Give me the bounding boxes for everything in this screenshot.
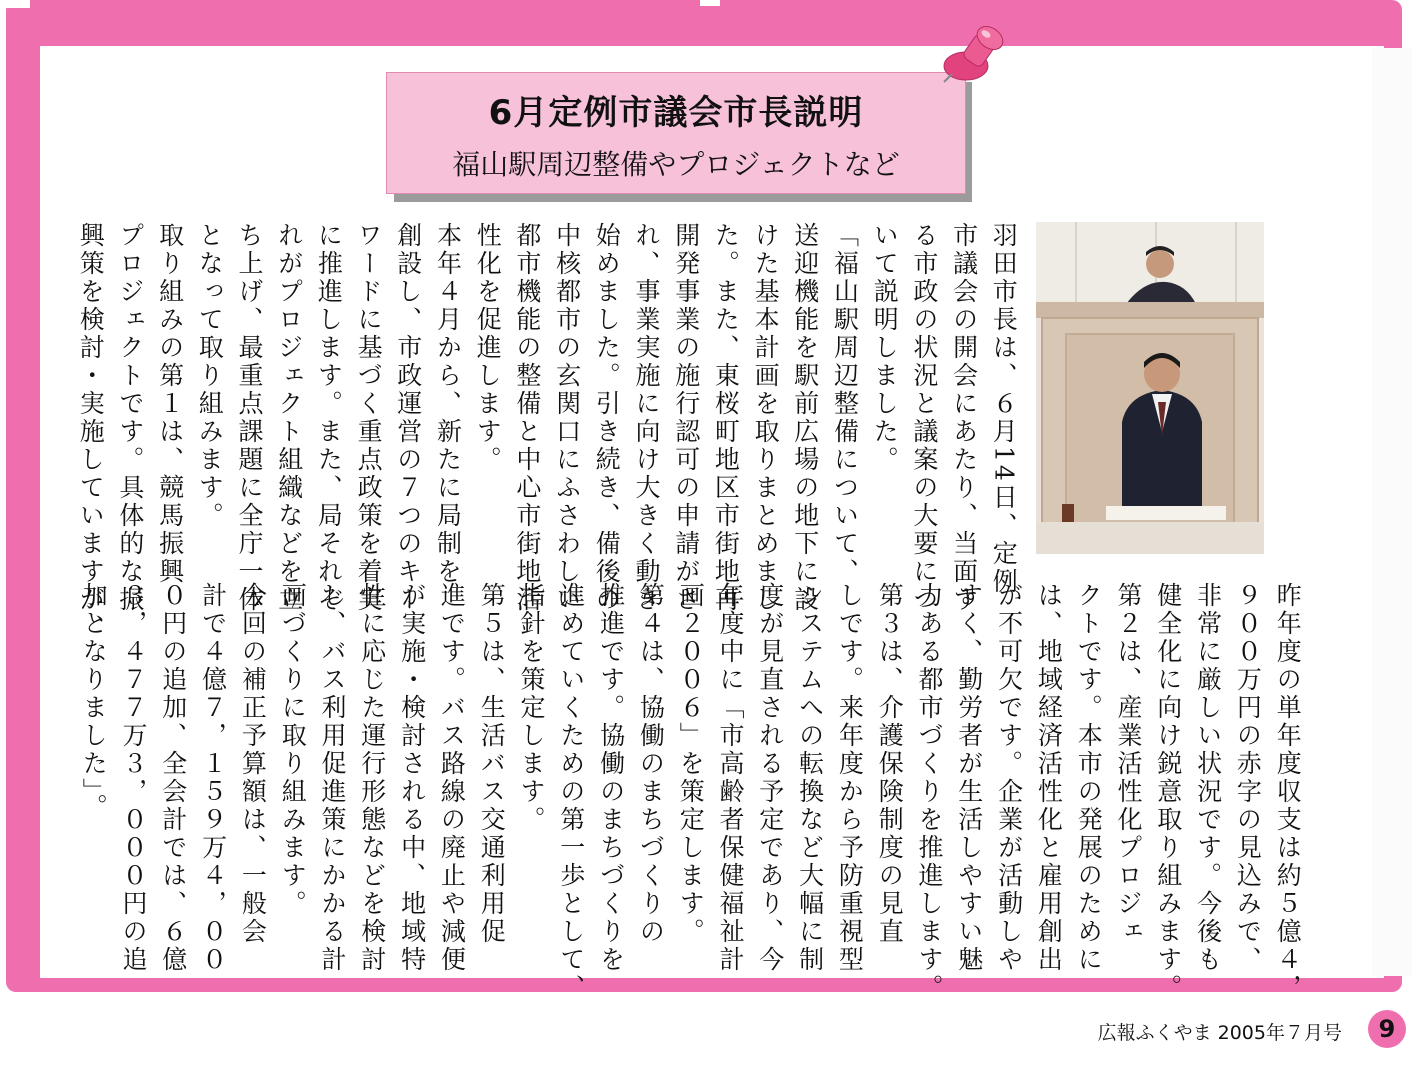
- text-column: 年度中に「市高齢者保健福祉計: [716, 582, 745, 974]
- text-column: 羽田市長は、６月14日、定例: [989, 222, 1019, 596]
- text-column: 第２は、産業活性化プロジェ: [1114, 582, 1143, 946]
- adjacent-page-strip: [1372, 48, 1412, 976]
- text-column: 都市機能の整備と中心市街地活: [512, 222, 542, 614]
- text-column: 進です。バス路線の廃止や減便: [437, 582, 467, 974]
- text-column: 加となりました」。: [79, 582, 109, 822]
- text-column: けた基本計画を取りまとめまし: [751, 222, 781, 614]
- text-column: が不可欠です。企業が活動しや: [994, 582, 1024, 974]
- text-column: 「福山駅周辺整備について、: [830, 222, 860, 586]
- text-column: ０円の追加、全会計では、６億: [158, 582, 188, 974]
- text-column: システムへの転換など大幅に制: [795, 582, 825, 974]
- text-column: る市政の状況と議案の大要につ: [909, 222, 939, 614]
- publication-footer: 広報ふくやま 2005年７月号: [1097, 1022, 1342, 1044]
- frame-notch: [700, 0, 720, 6]
- text-column: 中核都市の玄関口にふさわしい: [552, 222, 582, 614]
- text-column: 健全化に向け鋭意取り組みます。: [1153, 582, 1183, 1002]
- speaker-at-podium-photo: [1036, 222, 1264, 554]
- text-column: 画づくりに取り組みます。: [278, 582, 308, 918]
- text-column: が実施・検討される中、地域特: [397, 582, 427, 974]
- text-column: ワードに基づく重点政策を着実: [354, 222, 384, 614]
- text-column: 昨年度の単年度収支は約５億４，: [1273, 582, 1303, 1002]
- title-box: [386, 72, 966, 194]
- text-column: 度が見直される予定であり、今: [755, 582, 785, 974]
- text-column: ９００万円の赤字の見込みで、: [1233, 582, 1263, 974]
- text-column: れ、事業実施に向け大きく動き: [632, 222, 661, 614]
- text-column: 計で４億７，１５９万４，００: [198, 582, 228, 974]
- text-column: すく、勤労者が生活しやすい魅: [954, 582, 984, 974]
- text-column: は、地域経済活性化と雇用創出: [1034, 582, 1064, 974]
- text-column: 性に応じた運行形態などを検討: [357, 582, 387, 974]
- text-column: プロジェクトです。具体的な振: [115, 222, 145, 614]
- text-column: 推進です。協働のまちづくりを: [596, 582, 626, 974]
- text-column: 取り組みの第１は、競馬振興: [155, 222, 185, 586]
- text-column: ち上げ、最重点課題に全庁一体: [235, 222, 264, 614]
- text-column: 本年４月から、新たに局制を: [433, 222, 463, 586]
- text-column: 性化を促進します。: [473, 222, 503, 474]
- text-column: 送迎機能を駅前広場の地下に設: [790, 222, 820, 614]
- text-column: 開発事業の施行認可の申請がさ: [671, 222, 701, 614]
- frame-notch: [0, 0, 30, 8]
- text-column: 力ある都市づくりを推進します。: [915, 582, 944, 1002]
- text-column: し、バス利用促進策にかかる計: [318, 582, 347, 974]
- text-column: れがプロジェクト組織などを立: [274, 222, 304, 614]
- text-column: 興策を検討・実施していますが、: [76, 222, 106, 642]
- push-pin-icon: [938, 22, 1010, 88]
- text-column: 今回の補正予算額は、一般会: [238, 582, 268, 946]
- page-subtitle: 福山駅周辺整備やプロジェクトなど: [452, 148, 900, 181]
- text-column: 始めました。引き続き、備後の: [592, 222, 622, 614]
- text-column: た。また、東桜町地区市街地再: [711, 222, 741, 614]
- text-column: ３，４７７万３，０００円の追: [119, 582, 148, 974]
- text-column: 第５は、生活バス交通利用促: [477, 582, 507, 946]
- text-column: 画２００６」を策定します。: [676, 582, 706, 946]
- text-column: となって取り組みます。: [195, 222, 225, 530]
- page-title: 6月定例市議会市長説明: [488, 93, 864, 133]
- text-column: に推進します。また、局それぞ: [314, 222, 344, 614]
- text-column: いて説明しました。: [870, 222, 900, 474]
- text-column: 第４は、協働のまちづくりの: [636, 582, 666, 946]
- page-number: 9: [1368, 1010, 1406, 1048]
- text-column: 市議会の開会にあたり、当面す: [949, 222, 979, 614]
- text-column: 進めていくための第一歩として、: [556, 582, 586, 1002]
- text-column: 第３は、介護保険制度の見直: [875, 582, 905, 946]
- text-column: 指針を策定します。: [517, 582, 546, 834]
- text-column: 非常に厳しい状況です。今後も: [1193, 582, 1223, 974]
- text-column: クトです。本市の発展のために: [1074, 582, 1104, 974]
- text-column: しです。来年度から予防重視型: [835, 582, 865, 974]
- text-column: 創設し、市政運営の７つのキー: [393, 222, 423, 614]
